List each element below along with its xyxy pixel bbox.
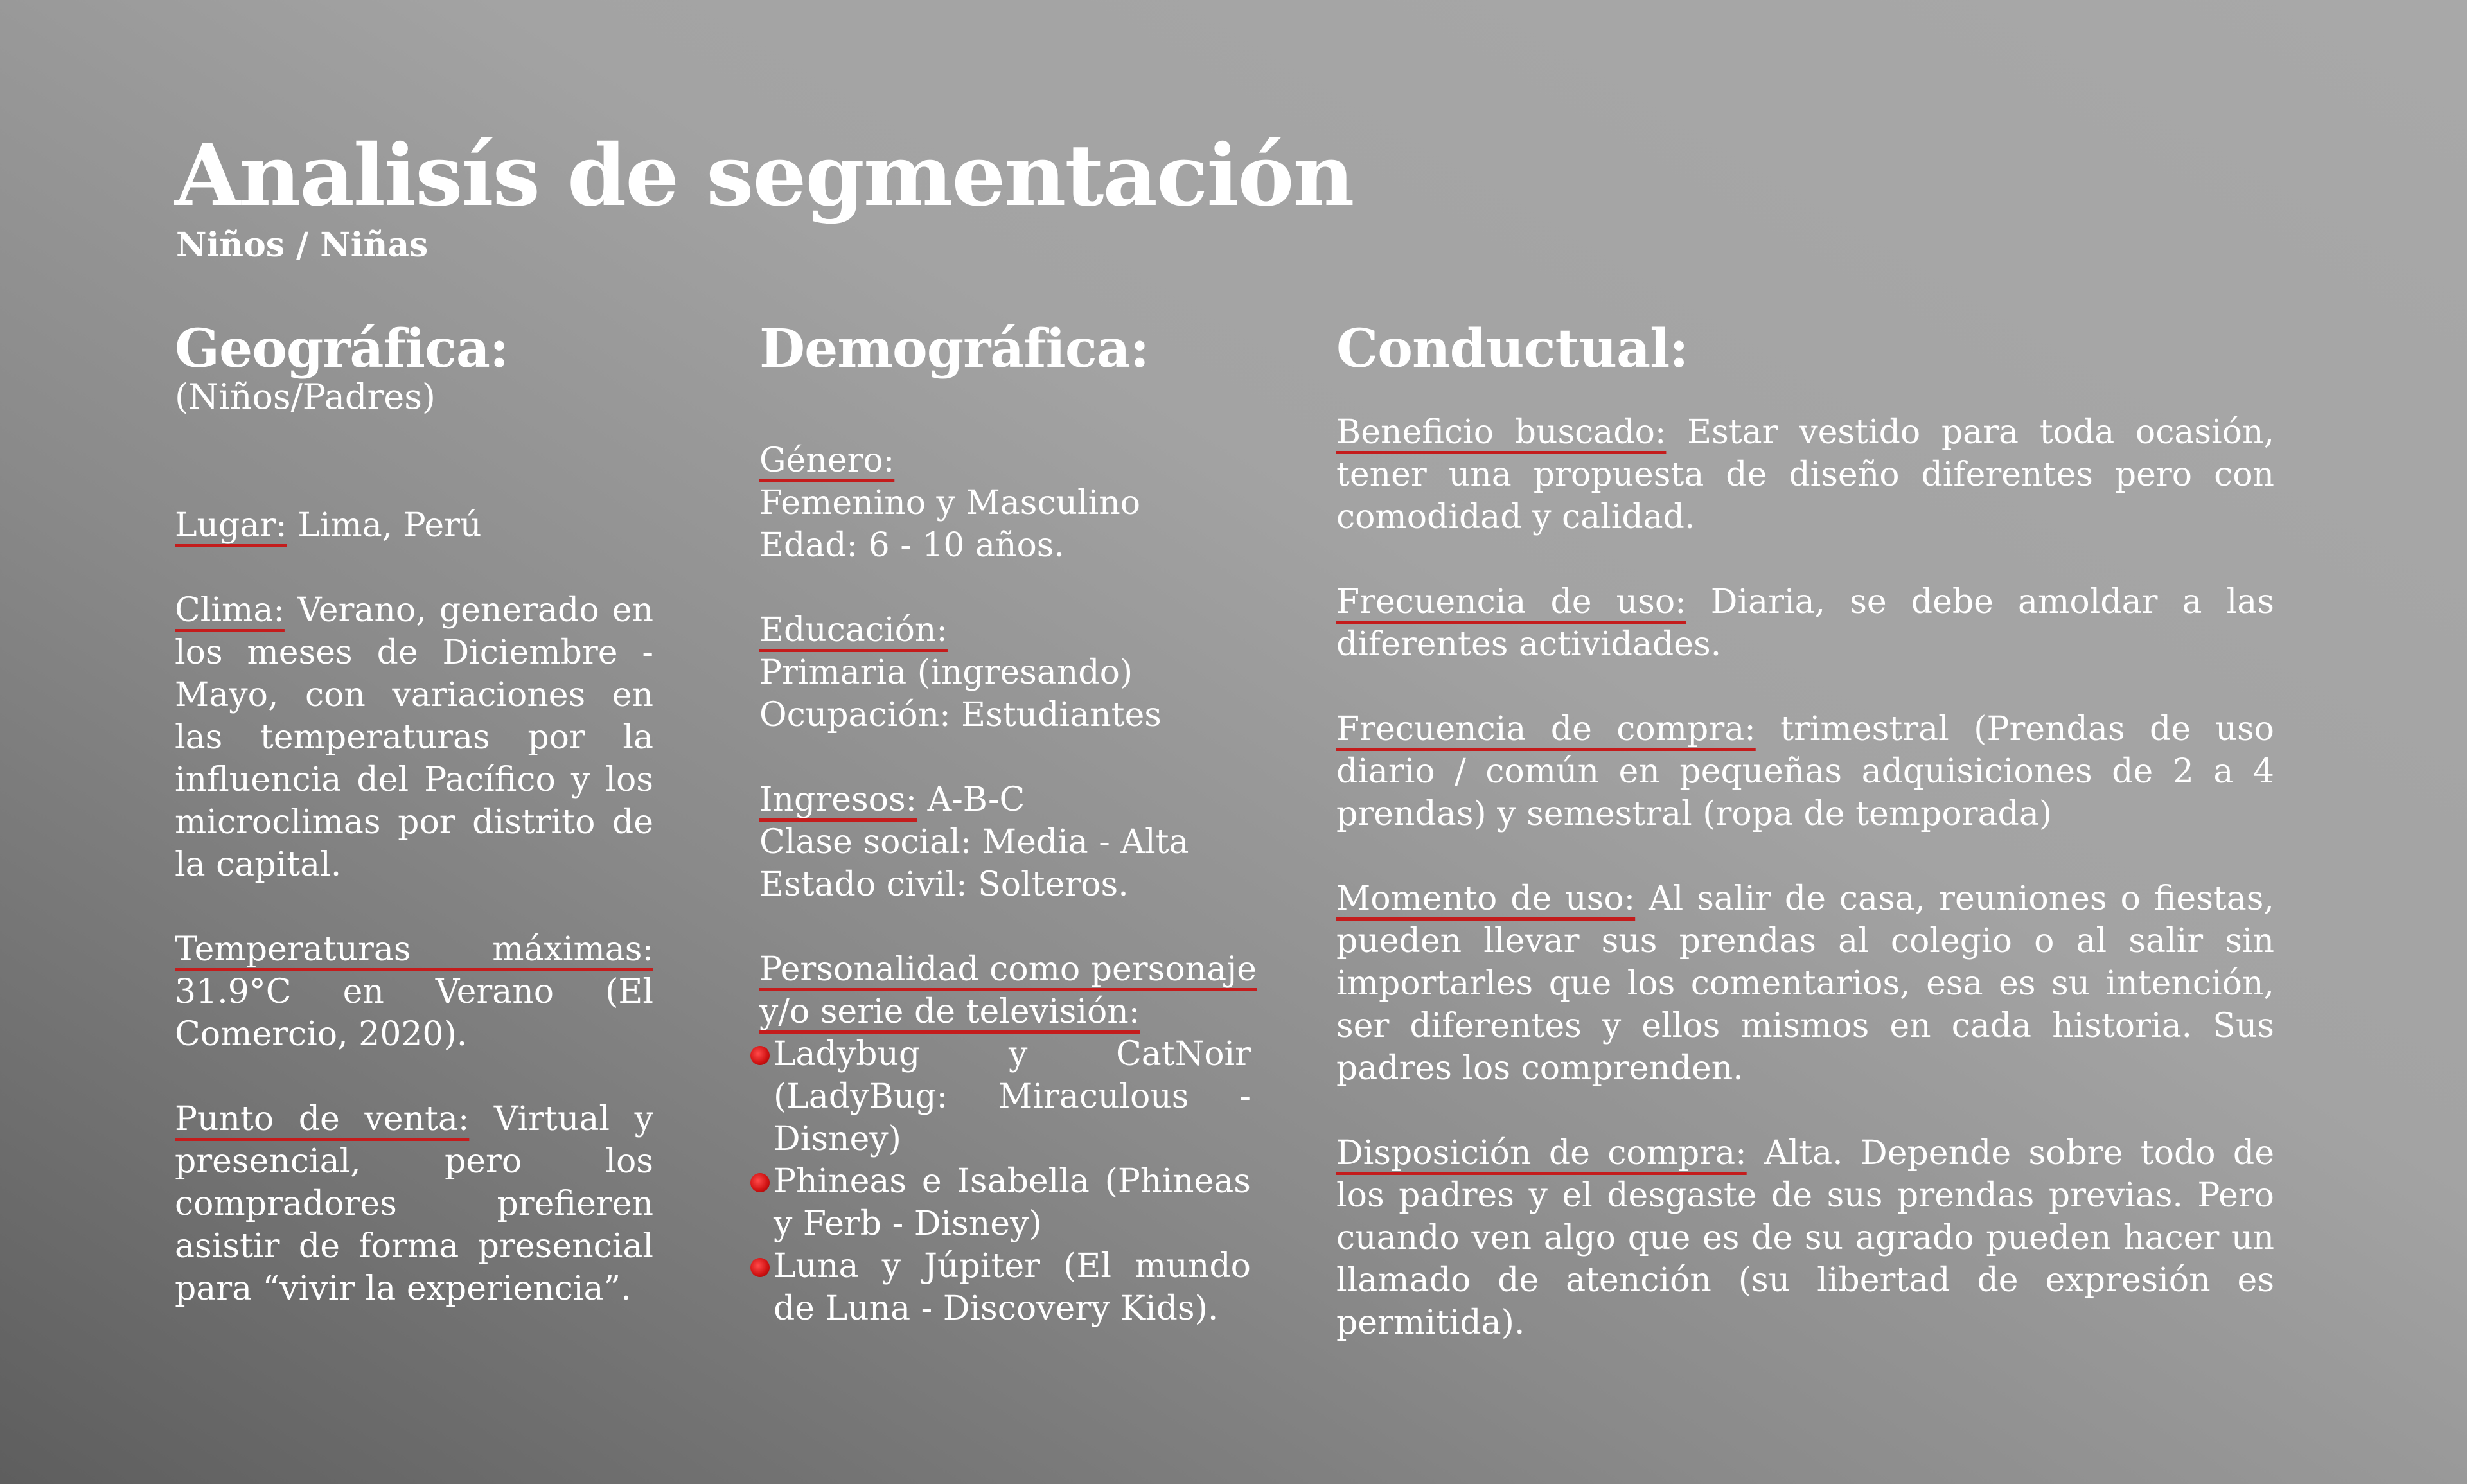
list-item [759, 1245, 1251, 1330]
educacion-value: Primaria (ingresando) [759, 653, 1133, 693]
momento-uso-item [1336, 878, 2274, 1090]
lugar-value: Lima, Perú [287, 506, 482, 545]
conductual-column [1336, 318, 2274, 1344]
estado-civil-value: Estado civil: Solteros. [759, 865, 1129, 905]
geografica-note: (Niños/Padres) [175, 376, 436, 418]
page-title: Analisís de segmentación [175, 126, 1354, 225]
ocupacion-value: Ocupación: Estudiantes [759, 696, 1162, 735]
ingresos-item [759, 779, 1251, 906]
disposicion-compra-item [1336, 1132, 2274, 1344]
genero-item [759, 439, 1251, 567]
frecuencia-compra-value: trimestral (Prendas de uso diario / común en pequeñas adquisiciones de 2 a 4 prendas) y semestral (ropa de temporada) [1336, 710, 2274, 834]
bullet-icon [750, 1046, 770, 1065]
personalidad-item [759, 948, 1257, 1033]
temperaturas-item [175, 928, 653, 1056]
geografica-column [175, 318, 653, 1310]
personalidad-label-line2: y/o serie de televisión: [759, 993, 1140, 1032]
clima-value: Verano, generado en los meses de Diciembre - Mayo, con variaciones en las temperaturas por la influencia del Pacífico y los microclimas por distrito de la capital. [175, 590, 653, 884]
bullet-icon [750, 1258, 770, 1277]
personajes-list [759, 1033, 1251, 1330]
ingresos-value: A-B-C [917, 781, 1025, 820]
punto-venta-item [175, 1098, 653, 1310]
disposicion-compra-label: Disposición de compra: [1336, 1134, 1747, 1173]
beneficio-item [1336, 411, 2274, 538]
frecuencia-uso-item [1336, 581, 2274, 666]
list-item [759, 1033, 1251, 1160]
disposicion-compra-value: Alta. Depende sobre todo de los padres y el desgaste de sus prendas previas. Pero cuando ven algo que es de su agrado pueden hacer un llamado de atención (su libertad de expresión es permitida). [1336, 1134, 2274, 1343]
momento-uso-label: Momento de uso: [1336, 879, 1636, 919]
geografica-heading: Geográfica: [175, 318, 509, 380]
frecuencia-uso-label: Frecuencia de uso: [1336, 583, 1686, 622]
list-item [759, 1160, 1251, 1245]
personalidad-label-line1: Personalidad como personaje [759, 950, 1257, 989]
frecuencia-uso-value: Diaria, se debe amoldar a las diferentes actividades. [1336, 583, 2274, 664]
punto-venta-label: Punto de venta: [175, 1099, 470, 1138]
clase-social-value: Clase social: Media - Alta [759, 823, 1189, 862]
temperaturas-value: 31.9°C en Verano (El Comercio, 2020). [175, 972, 653, 1054]
temperaturas-label: Temperaturas máximas: [175, 930, 653, 969]
ingresos-label: Ingresos: [759, 781, 917, 820]
personaje-text: Phineas e Isabella (Phineas y Ferb - Disney) [774, 1162, 1251, 1244]
punto-venta-value: Virtual y presencial, pero los compradores prefieren asistir de forma presencial para “vivir la experiencia”. [175, 1099, 653, 1308]
conductual-heading: Conductual: [1336, 318, 1688, 380]
clima-item [175, 589, 653, 886]
educacion-label: Educación: [759, 611, 948, 650]
educacion-item [759, 609, 1251, 736]
frecuencia-compra-item [1336, 708, 2274, 835]
beneficio-label: Beneficio buscado: [1336, 413, 1667, 452]
personaje-text: Ladybug y CatNoir (LadyBug: Miraculous - Disney) [774, 1035, 1251, 1159]
personaje-text: Luna y Júpiter (El mundo de Luna - Discovery Kids). [774, 1247, 1251, 1329]
demografica-heading: Demográfica: [759, 318, 1149, 380]
edad-value: Edad: 6 - 10 años. [759, 526, 1065, 565]
lugar-label: Lugar: [175, 506, 287, 545]
frecuencia-compra-label: Frecuencia de compra: [1336, 710, 1756, 749]
demografica-column [759, 318, 1257, 1330]
bullet-icon [750, 1173, 770, 1192]
lugar-item [175, 504, 653, 547]
genero-label: Género: [759, 441, 895, 481]
clima-label: Clima: [175, 590, 285, 630]
page-subtitle: Niños / Niñas [176, 225, 429, 265]
momento-uso-value: Al salir de casa, reuniones o fiestas, pueden llevar sus prendas al colegio o al salir sin importarles que los comentarios, esa es su intención, ser diferentes y ellos mismos en cada historia. Sus padres los comprenden. [1336, 879, 2274, 1088]
beneficio-value: Estar vestido para toda ocasión, tener una propuesta de diseño diferentes pero con comodidad y calidad. [1336, 413, 2274, 537]
genero-value: Femenino y Masculino [759, 484, 1141, 523]
